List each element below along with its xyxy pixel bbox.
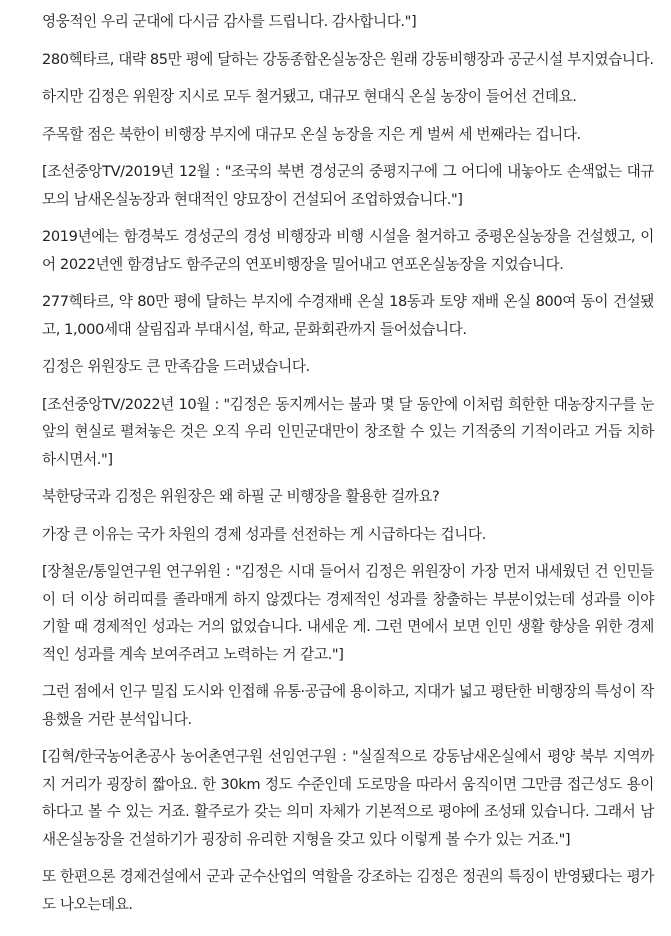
paragraph: 그런 점에서 인구 밀집 도시와 인접해 유통·공급에 용이하고, 지대가 넓고 평탄한 비행장의 특성이 작용했을 거란 분석입니다.: [42, 683, 654, 728]
paragraph: 가장 큰 이유는 국가 차원의 경제 성과를 선전하는 게 시급하다는 겁니다.: [42, 525, 486, 543]
paragraph: 북한당국과 김정은 위원장은 왜 하필 군 비행장을 활용한 걸까요?: [42, 488, 440, 505]
paragraph: 277헥타르, 약 80만 평에 달하는 부지에 수경재배 온실 18동과 토양 재배 온실 800여 동이 건설됐고, 1,000세대 살림집과 부대시설, 학교, 문화회관까지 들어섰습니다.: [42, 293, 654, 338]
paragraph: 또 한편으론 경제건설에서 군과 군수산업의 역할을 강조하는 김정은 정권의 특징이 반영됐다는 평가도 나오는데요.: [42, 868, 654, 913]
quote-paragraph: [김혁/한국농어촌공사 농어촌연구원 선임연구원 : "실질적으로 강동남새온실에서 평양 북부 지역까지 거리가 굉장히 짧아요. 한 30km 정도 수준인데 도로망을 따라서 움직이면 그만큼 접근성도 용이하다고 볼 수 있는 거죠. 활주로가 갖는 의미 자체가 기본적으로 평야에 조성돼 있습니다. 그래서 남새온실농장을 건설하기가 굉장히 유리한 지형을 갖고 있다 이렇게 볼 수가 있는 거죠."]: [42, 748, 654, 848]
paragraph: 280헥타르, 대략 85만 평에 달하는 강동종합온실농장은 원래 강동비행장과 공군시설 부지였습니다.: [42, 50, 654, 68]
article-body: [42, 8, 654, 928]
paragraph: 김정은 위원장도 큰 만족감을 드러냈습니다.: [42, 358, 310, 375]
paragraph: 영웅적인 우리 군대에 다시금 감사를 드립니다. 감사합니다."]: [42, 13, 417, 30]
paragraph: 하지만 김정은 위원장 지시로 모두 철거됐고, 대규모 현대식 온실 농장이 들어선 건데요.: [42, 88, 577, 105]
paragraph: 주목할 점은 북한이 비행장 부지에 대규모 온실 농장을 지은 게 벌써 세 번째라는 겁니다.: [42, 125, 581, 143]
quote-paragraph: [조선중앙TV/2019년 12월 : "조국의 북변 경성군의 중평지구에 그 어디에 내놓아도 손색없는 대규모의 남새온실농장과 현대적인 양묘장이 건설되어 조업하였습니다."]: [42, 163, 654, 208]
paragraph: 2019년에는 함경북도 경성군의 경성 비행장과 비행 시설을 철거하고 중평온실농장을 건설했고, 이어 2022년엔 함경남도 함주군의 연포비행장을 밀어내고 연포온실농장을 지었습니다.: [42, 228, 654, 273]
quote-paragraph: [조선중앙TV/2022년 10월 : "김정은 동지께서는 불과 몇 달 동안에 이처럼 희한한 대농장지구를 눈앞의 현실로 펼쳐놓은 것은 오직 우리 인민군대만이 창조할 수 있는 기적중의 기적이라고 거듭 치하하시면서."]: [42, 395, 654, 468]
quote-paragraph: [장철운/통일연구원 연구위원 : "김정은 시대 들어서 김정은 위원장이 가장 먼저 내세웠던 건 인민들이 더 이상 허리띠를 졸라매게 하지 않겠다는 경제적인 성과를 창출하는 부분이었는데 성과를 이야기할 때 경제적인 성과는 거의 없었습니다. 내세운 게. 그런 면에서 보면 인민 생활 향상을 위한 경제적인 성과를 계속 보여주려고 노력하는 거 같고."]: [42, 563, 654, 663]
